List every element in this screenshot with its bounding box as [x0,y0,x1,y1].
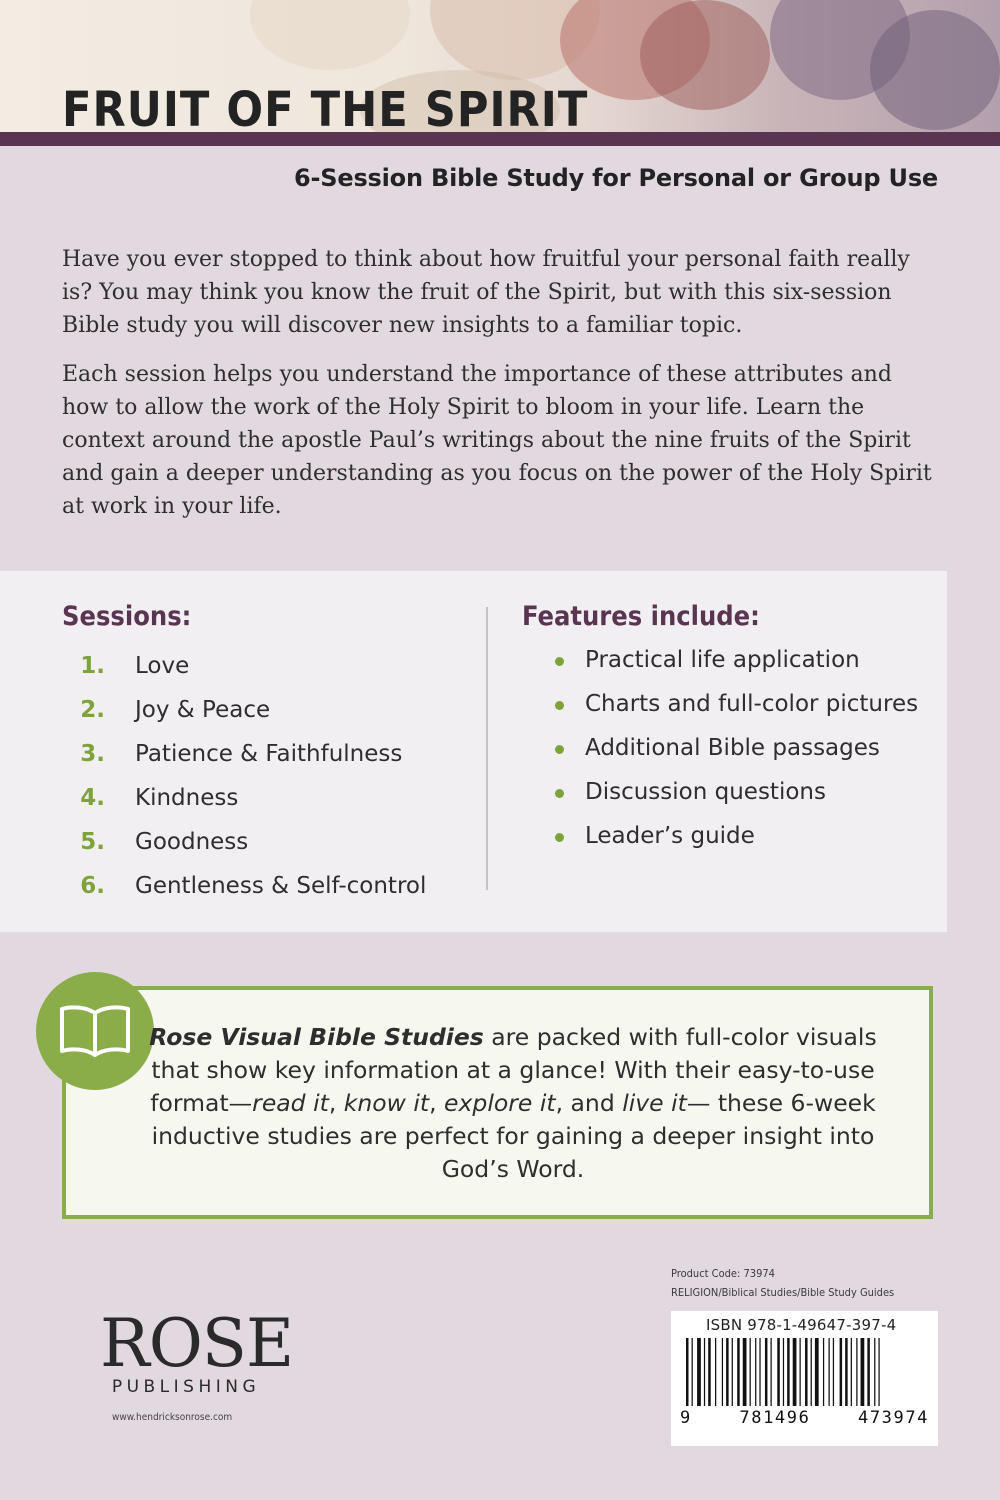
promo-know-it: know it [343,1089,430,1117]
session-item [62,820,482,864]
barcode-group-2: 473974 [857,1408,929,1428]
sessions-heading: Sessions: [62,601,192,632]
barcode-bar [737,1338,740,1406]
subtitle: 6-Session Bible Study for Personal or Group Use [294,164,938,192]
barcode-bar [787,1338,790,1406]
barcode-first-digit: 9 [680,1408,692,1428]
session-number: 2. [80,697,105,723]
barcode-bars [680,1338,929,1406]
feature-label: Charts and full-color pictures [585,691,919,717]
features-list [522,601,932,864]
promo-live-it: live it [622,1089,687,1117]
barcode-bar [823,1338,824,1406]
barcode-bar [708,1338,711,1406]
barcode-bar [800,1338,801,1406]
feature-item [522,688,932,721]
bullet-icon [555,657,564,666]
logo-subtitle: PUBLISHING [111,1377,261,1397]
isbn-barcode [671,1311,938,1446]
bullet-icon [555,701,564,710]
session-number: 3. [80,741,105,767]
feature-item [522,644,932,677]
session-label: Love [135,653,190,679]
session-label: Patience & Faithfulness [135,741,403,767]
barcode-digits [680,1408,929,1428]
barcode-bar [874,1338,875,1406]
barcode-bar [811,1338,812,1406]
rose-publishing-logo [100,1305,294,1397]
barcode-bar [759,1338,760,1406]
sessions-list [62,601,482,908]
feature-item [522,776,932,809]
barcode-bar [783,1338,784,1406]
barcode-bar [805,1338,808,1406]
barcode-bar [755,1338,756,1406]
barcode-bar [750,1338,751,1406]
product-code: Product Code: 73974 [671,1267,775,1280]
session-number: 5. [80,829,105,855]
barcode-bar [765,1338,768,1406]
series-name: Rose Visual Bible Studies [149,1023,484,1051]
barcode-bar [704,1338,705,1406]
feature-label: Leader’s guide [585,823,755,849]
promo-read-it: read it [252,1089,329,1117]
session-label: Goodness [135,829,249,855]
promo-separator: , [429,1089,445,1117]
intro-paragraph-1: Have you ever stopped to think about how fruitful your personal faith really is? You may think you know the fruit of the Spirit, but with this six-session Bible study you will discover new insights to a familiar topic. [62,247,910,338]
barcode-bar [793,1338,797,1406]
series-promo-text [140,1021,886,1186]
promo-separator: , and [555,1089,623,1117]
barcode-bar [851,1338,852,1406]
bullet-icon [555,833,564,842]
feature-item [522,820,932,853]
barcode-bar [771,1338,772,1406]
features-heading: Features include: [522,601,760,632]
session-label: Joy & Peace [135,697,271,723]
feature-label: Additional Bible passages [585,735,880,761]
session-number: 1. [80,653,105,679]
barcode-bar [833,1338,834,1406]
feature-item [522,732,932,765]
barcode-bar [861,1338,865,1406]
session-number: 4. [80,785,105,811]
session-item [62,688,482,732]
promo-text-part: are packed with full-color visuals that show key information at a glance! With their easy-to-use format— [150,1023,877,1117]
session-item [62,732,482,776]
barcode-group-1: 781496 [739,1408,811,1428]
page-title: FRUIT OF THE SPIRIT [62,82,589,138]
column-divider [486,607,488,890]
promo-explore-it: explore it [444,1089,556,1117]
session-item [62,864,482,908]
logo-text: ROSE [100,1305,294,1382]
barcode-bar [777,1338,780,1406]
barcode-bar [732,1338,733,1406]
feature-label: Practical life application [585,647,860,673]
open-book-icon [36,972,154,1090]
product-info [671,1264,894,1302]
isbn-text: ISBN 978-1-49647-397-4 [706,1316,897,1334]
promo-text-part: — these 6-week inductive studies are perfect for gaining a deeper insight into God’s Word. [151,1089,876,1183]
session-item [62,776,482,820]
barcode-bar [722,1338,723,1406]
barcode-bar [692,1338,693,1406]
barcode-bar [697,1338,701,1406]
barcode-bar [715,1338,716,1406]
website-url: www.hendricksonrose.com [112,1412,233,1423]
barcode-bar [726,1338,729,1406]
session-item [62,644,482,688]
barcode-bar [815,1338,819,1406]
barcode-bar [856,1338,857,1406]
barcode-bar [867,1338,870,1406]
barcode-bar [743,1338,747,1406]
promo-separator: , [328,1089,344,1117]
session-label: Gentleness & Self-control [135,873,427,899]
feature-label: Discussion questions [585,779,826,805]
product-category: RELIGION/Biblical Studies/Bible Study Guides [671,1286,895,1299]
lists-panel [0,571,947,932]
barcode-bar [686,1338,689,1406]
logo-wordmark [100,1305,294,1382]
bullet-icon [555,745,564,754]
barcode-bar [829,1338,830,1406]
intro-paragraph-2: Each session helps you understand the importance of these attributes and how to allow the work of the Holy Spirit to bloom in your life. Learn the context around the apostle Paul’s writings about the nine fruits of the Spirit and gain a deeper understanding as you focus on the power of the Holy Spirit at work in your life. [62,362,932,519]
intro-text [62,243,942,539]
barcode-bar [878,1338,879,1406]
session-label: Kindness [135,785,239,811]
barcode-bar [845,1338,848,1406]
session-number: 6. [80,873,105,899]
bullet-icon [555,789,564,798]
barcode-bar [840,1338,843,1406]
